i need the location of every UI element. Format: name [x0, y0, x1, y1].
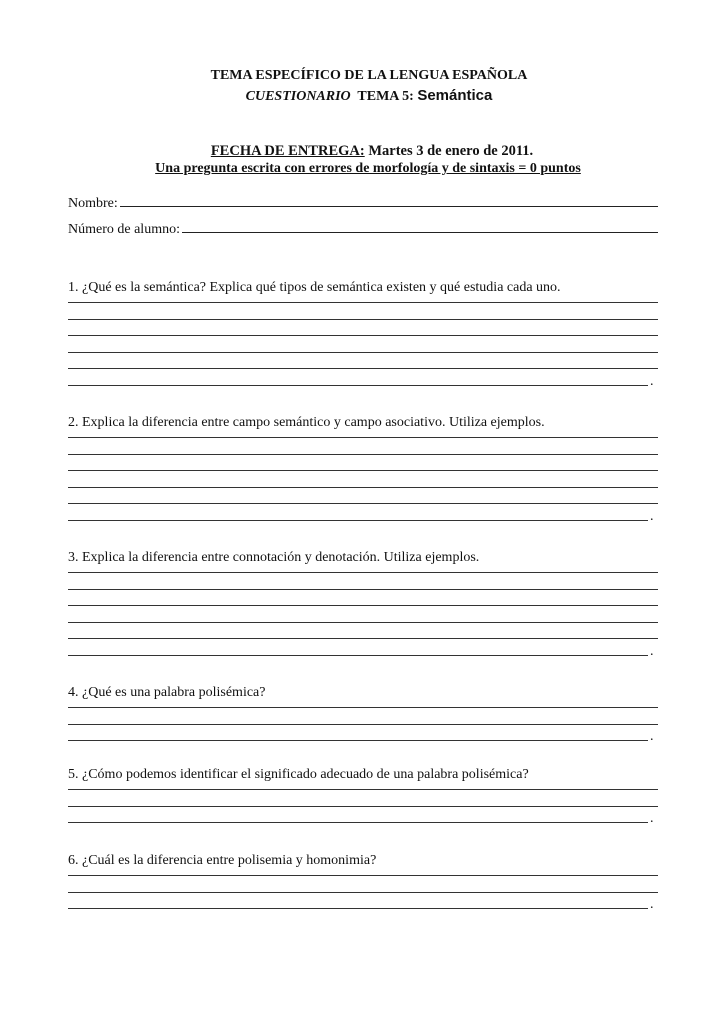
end-period: .: [650, 373, 654, 389]
question-2: 2. Explica la diferencia entre campo semántico y campo asociativo. Utiliza ejemplos.: [68, 415, 545, 430]
student-number-label: Número de alumno:: [68, 222, 180, 237]
name-blank[interactable]: [120, 194, 658, 207]
answer-line[interactable]: [68, 470, 658, 471]
due-date-label: FECHA DE ENTREGA:: [210, 143, 365, 159]
due-date-value: Martes 3 de enero de 2011.: [368, 143, 534, 159]
tema-name: Semántica: [417, 87, 493, 104]
end-period: .: [650, 897, 654, 912]
question-1: 1. ¿Qué es la semántica? Explica qué tipos de semántica existen y qué estudia cada uno.: [68, 280, 561, 295]
answer-line[interactable]: [68, 319, 658, 320]
answer-line[interactable]: [68, 789, 658, 790]
answer-line[interactable]: [68, 740, 648, 741]
name-label: Nombre:: [68, 196, 118, 211]
answer-line[interactable]: [68, 724, 658, 725]
answer-line[interactable]: [68, 908, 648, 909]
answer-line[interactable]: [68, 589, 658, 590]
tema-label: TEMA 5:: [357, 89, 414, 104]
answer-line[interactable]: [68, 655, 648, 656]
answer-line[interactable]: [68, 638, 658, 639]
answer-line[interactable]: [68, 302, 658, 303]
question-3: 3. Explica la diferencia entre connotación y denotación. Utiliza ejemplos.: [68, 550, 480, 565]
question-5: 5. ¿Cómo podemos identificar el significado adecuado de una palabra polisémica?: [68, 767, 529, 782]
answer-line[interactable]: [68, 806, 658, 807]
due-date: [8, 143, 728, 159]
end-period: .: [650, 643, 654, 659]
grading-rule: Una pregunta escrita con errores de morfología y de sintaxis = 0 puntos: [155, 161, 581, 176]
student-number-field[interactable]: [68, 220, 658, 238]
answer-line[interactable]: [68, 437, 658, 438]
question-4: 4. ¿Qué es una palabra polisémica?: [68, 685, 266, 700]
answer-line[interactable]: [68, 605, 658, 606]
answer-line[interactable]: [68, 520, 648, 521]
answer-line[interactable]: [68, 875, 658, 876]
answer-line[interactable]: [68, 822, 648, 823]
end-period: .: [650, 811, 654, 826]
end-period: .: [650, 729, 654, 744]
cuestionario-label: CUESTIONARIO: [245, 89, 351, 104]
student-number-blank[interactable]: [182, 220, 658, 233]
document-title: TEMA ESPECÍFICO DE LA LENGUA ESPAÑOLA: [210, 68, 528, 83]
answer-line[interactable]: [68, 487, 658, 488]
end-period: .: [650, 508, 654, 524]
answer-line[interactable]: [68, 385, 648, 386]
answer-line[interactable]: [68, 335, 658, 336]
answer-line[interactable]: [68, 622, 658, 623]
answer-line[interactable]: [68, 572, 658, 573]
answer-line[interactable]: [68, 707, 658, 708]
answer-line[interactable]: [68, 454, 658, 455]
answer-line[interactable]: [68, 503, 658, 504]
answer-line[interactable]: [68, 368, 658, 369]
answer-line[interactable]: [68, 892, 658, 893]
question-6: 6. ¿Cuál es la diferencia entre polisemia y homonimia?: [68, 853, 377, 868]
document-subtitle: [5, 88, 728, 105]
name-field[interactable]: [68, 194, 658, 212]
answer-line[interactable]: [68, 352, 658, 353]
